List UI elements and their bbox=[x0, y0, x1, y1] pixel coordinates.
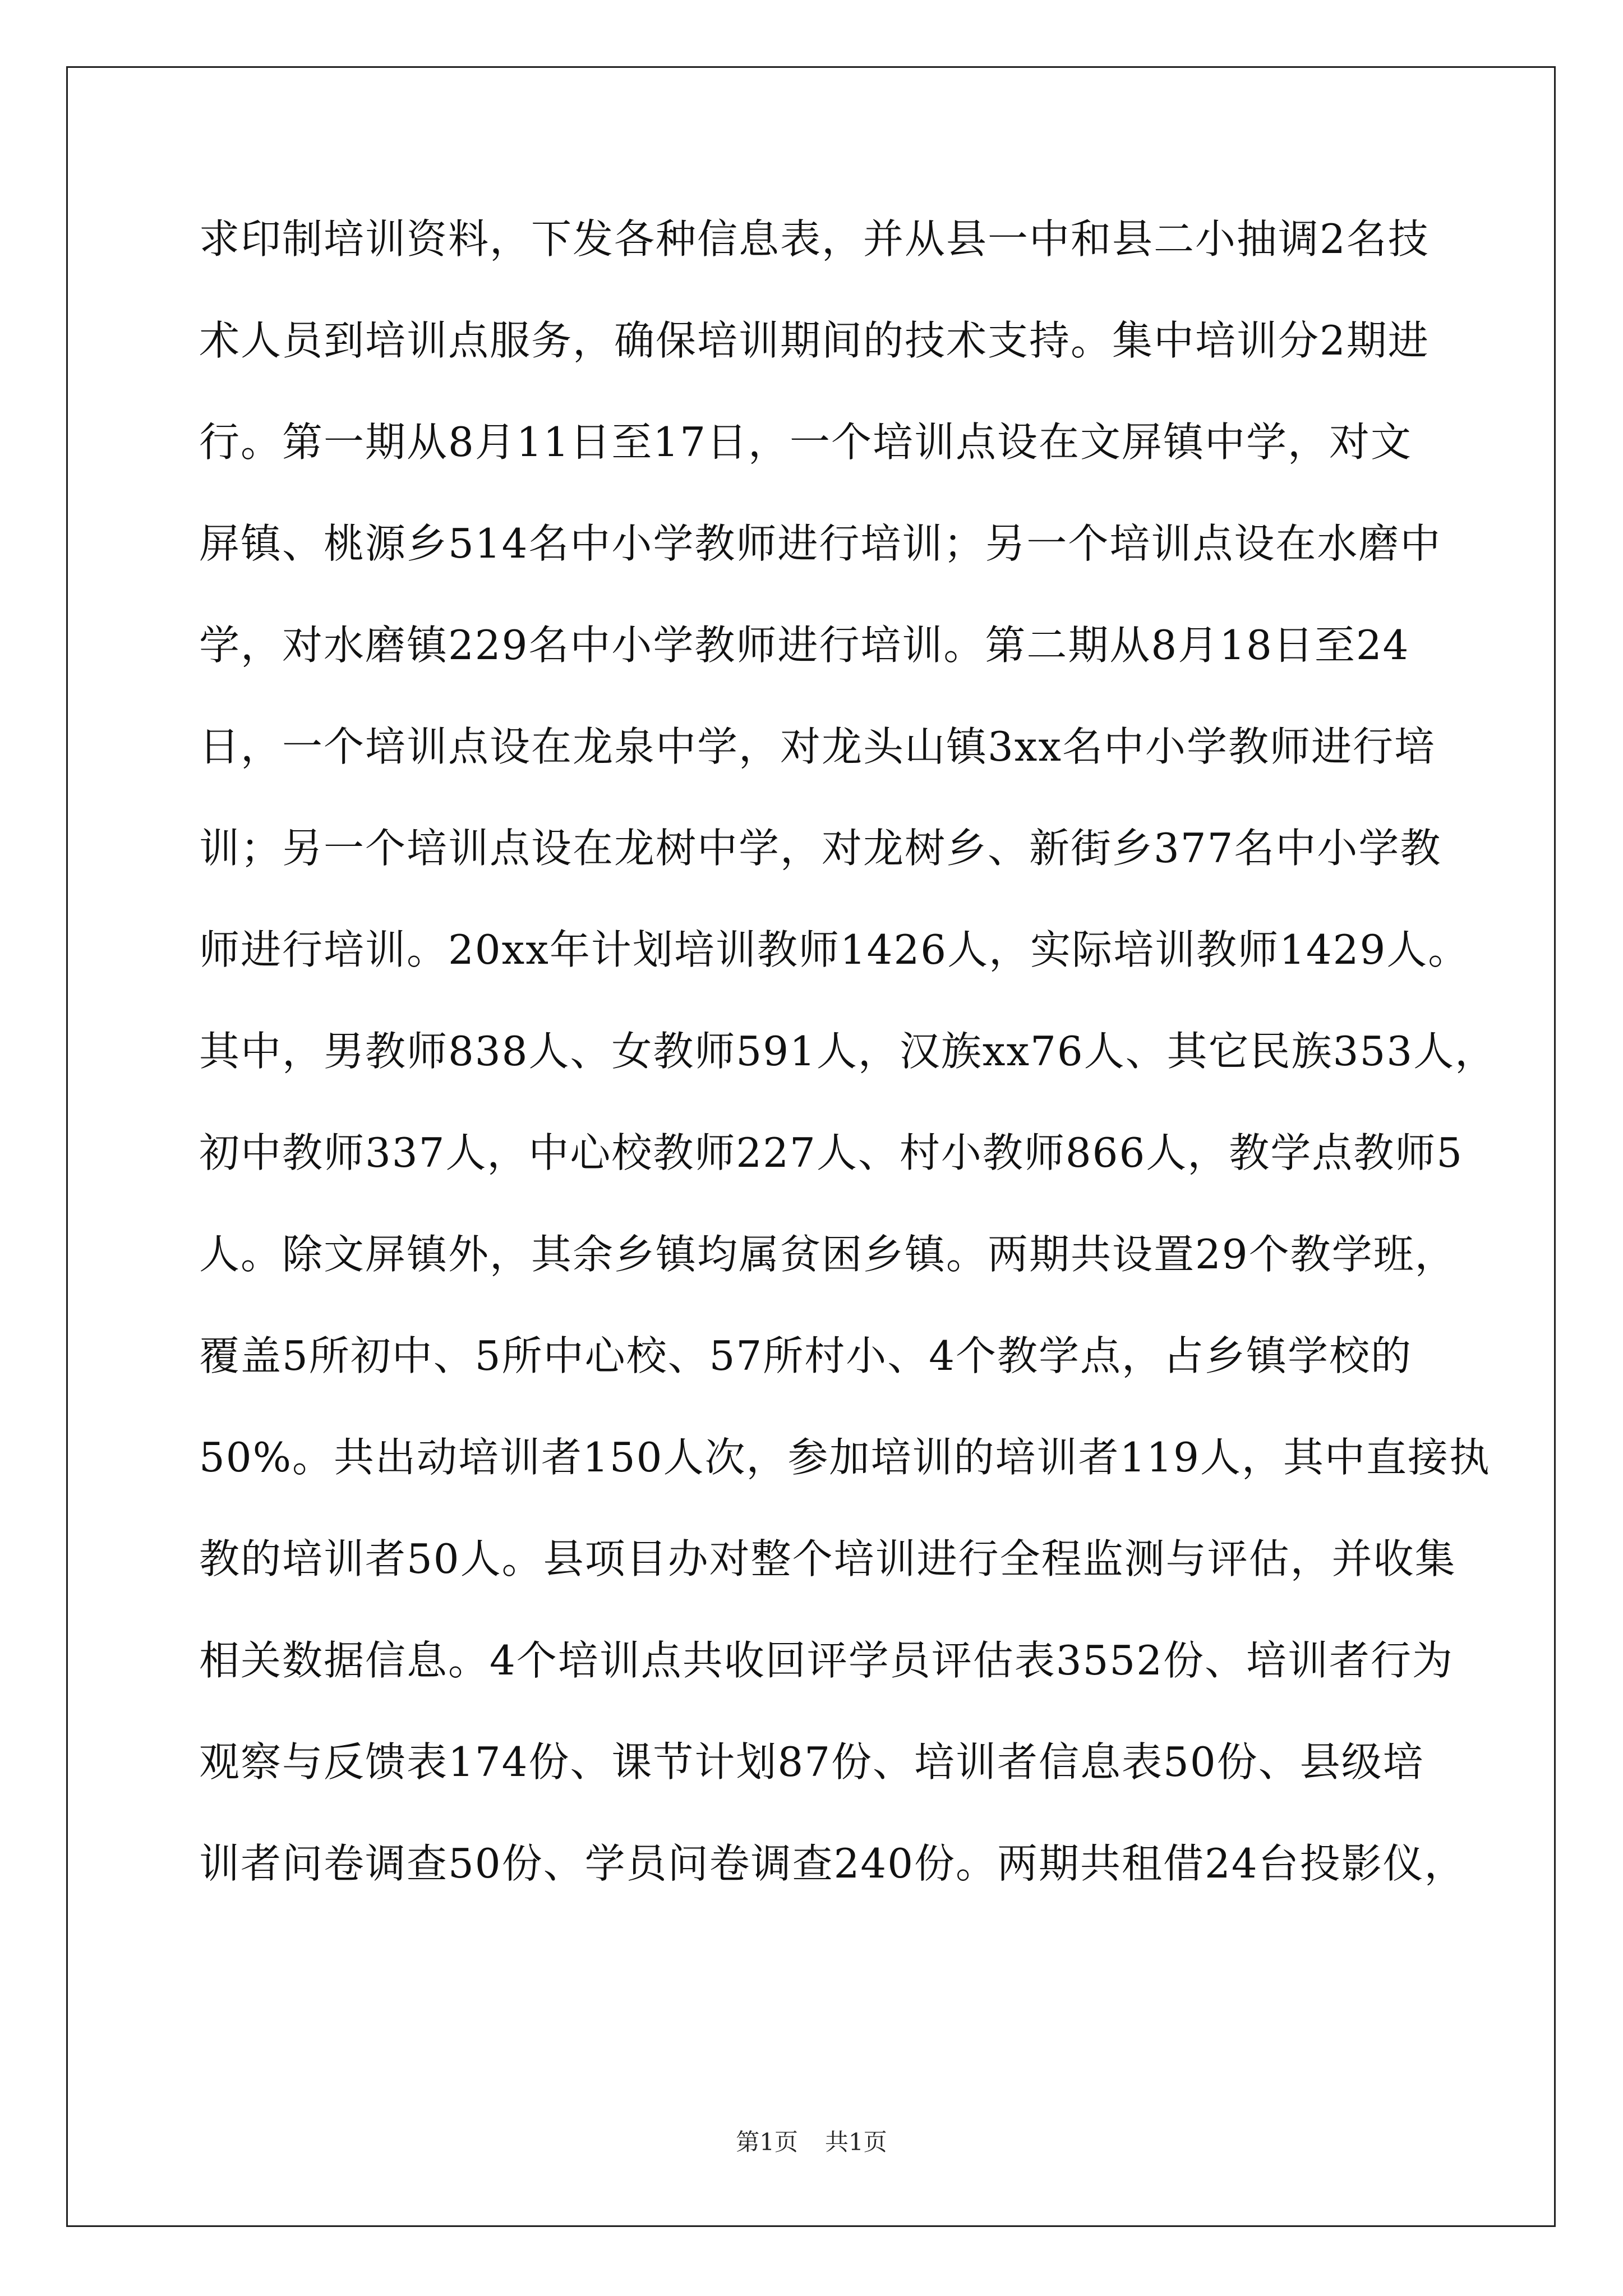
text-line: 行。第一期从8月11日至17日，一个培训点设在文屏镇中学，对文 bbox=[199, 418, 1413, 466]
text-line: 相关数据信息。4个培训点共收回评学员评估表3552份、培训者行为 bbox=[199, 1637, 1454, 1684]
text-line: 学，对水磨镇229名中小学教师进行培训。第二期从8月18日至24 bbox=[199, 622, 1410, 669]
text-line: 求印制培训资料，下发各种信息表，并从县一中和县二小抽调2名技 bbox=[199, 215, 1430, 263]
text-line: 训；另一个培训点设在龙树中学，对龙树乡、新街乡377名中小学教 bbox=[199, 825, 1442, 872]
text-line: 师进行培训。20xx年计划培训教师1426人，实际培训教师1429人。 bbox=[199, 926, 1470, 973]
text-line: 日，一个培训点设在龙泉中学，对龙头山镇3xx名中小学教师进行培 bbox=[199, 723, 1436, 770]
page-number: 第1页 bbox=[736, 2128, 798, 2156]
page-footer bbox=[0, 2129, 1623, 2156]
page-total: 共1页 bbox=[825, 2128, 887, 2156]
text-line: 其中，男教师838人、女教师591人，汉族xx76人、其它民族353人， bbox=[199, 1028, 1497, 1075]
document-body bbox=[199, 215, 1497, 1945]
text-line: 覆盖5所初中、5所中心校、57所村小、4个教学点，占乡镇学校的 bbox=[199, 1332, 1413, 1379]
text-line: 人。除文屏镇外，其余乡镇均属贫困乡镇。两期共设置29个教学班， bbox=[199, 1231, 1456, 1278]
text-line: 50%。共出动培训者150人次，参加培训的培训者119人，其中直接执 bbox=[199, 1434, 1491, 1481]
text-line: 训者问卷调查50份、学员问卷调查240份。两期共租借24台投影仪， bbox=[199, 1840, 1466, 1887]
text-line: 术人员到培训点服务，确保培训期间的技术支持。集中培训分2期进 bbox=[199, 317, 1430, 364]
text-line: 观察与反馈表174份、课节计划87份、培训者信息表50份、县级培 bbox=[199, 1738, 1424, 1786]
text-line: 初中教师337人，中心校教师227人、村小教师866人，教学点教师5 bbox=[199, 1129, 1464, 1176]
text-line: 屏镇、桃源乡514名中小学教师进行培训；另一个培训点设在水磨中 bbox=[199, 520, 1442, 567]
text-line: 教的培训者50人。县项目办对整个培训进行全程监测与评估，并收集 bbox=[199, 1535, 1456, 1582]
